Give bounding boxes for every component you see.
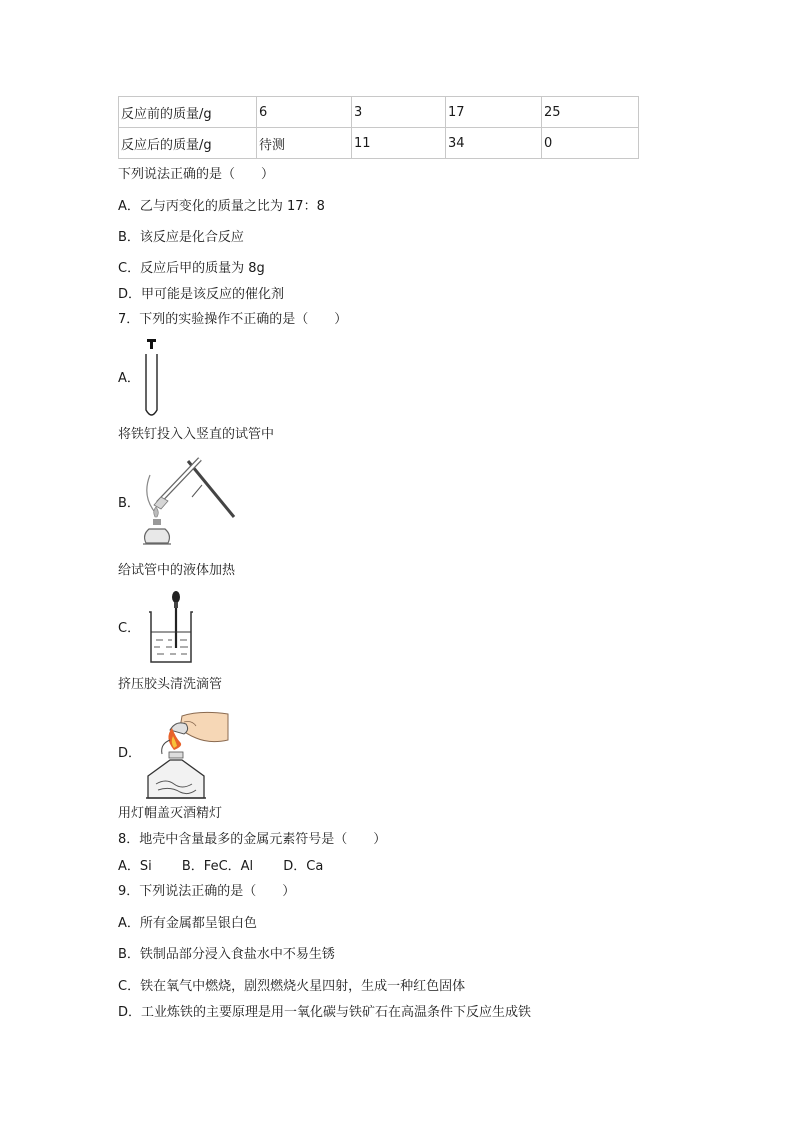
test-tube-with-nail-icon — [138, 336, 168, 422]
q6-option-d: D．甲可能是该反应的催化剂 — [118, 287, 285, 302]
mass-table — [118, 96, 639, 159]
table-row — [119, 97, 639, 128]
table-cell: 待测 — [257, 128, 352, 159]
q9-option-d: D．工业炼铁的主要原理是用一氧化碳与铁矿石在高温条件下反应生成铁 — [118, 1005, 532, 1020]
q6-option-a: A．乙与丙变化的质量之比为 17：8 — [118, 199, 325, 214]
q7-stem: 7．下列的实验操作不正确的是（ ） — [118, 312, 348, 327]
table-row — [119, 128, 639, 159]
q7-option-b-label: B． — [118, 496, 140, 511]
table-cell: 6 — [257, 97, 352, 128]
dropper-in-beaker-icon — [146, 590, 196, 666]
q9-option-b: B．铁制品部分浸入食盐水中不易生锈 — [118, 947, 335, 962]
q9-option-a: A．所有金属都呈银白色 — [118, 916, 257, 931]
table-cell: 17 — [446, 97, 542, 128]
table-cell: 0 — [542, 128, 639, 159]
q8-options: A．Si B．FeC．Al D．Ca — [118, 859, 324, 874]
q6-stem: 下列说法正确的是（ ） — [118, 167, 275, 182]
table-cell: 反应前的质量/g — [119, 97, 257, 128]
q7-option-c-label: C． — [118, 621, 141, 636]
q7-option-d-caption: 用灯帽盖灭酒精灯 — [118, 806, 223, 821]
capping-alcohol-lamp-icon — [140, 708, 230, 806]
test-tube-over-alcohol-lamp-icon — [140, 455, 238, 551]
table-cell: 反应后的质量/g — [119, 128, 257, 159]
q7-option-d-label: D． — [118, 746, 142, 761]
q7-option-b-caption: 给试管中的液体加热 — [118, 563, 236, 578]
table-cell: 25 — [542, 97, 639, 128]
q6-option-b: B．该反应是化合反应 — [118, 230, 244, 245]
table-cell: 11 — [352, 128, 446, 159]
q7-option-a-label: A． — [118, 371, 140, 386]
q6-option-c: C．反应后甲的质量为 8g — [118, 261, 265, 276]
q8-stem: 8．地壳中含量最多的金属元素符号是（ ） — [118, 832, 387, 847]
table-cell: 34 — [446, 128, 542, 159]
q7-option-a-caption: 将铁钉投入入竖直的试管中 — [118, 427, 275, 442]
q9-option-c: C．铁在氧气中燃烧，剧烈燃烧火星四射，生成一种红色固体 — [118, 979, 466, 994]
q7-option-c-caption: 挤压胶头清洗滴管 — [118, 677, 223, 692]
table-cell: 3 — [352, 97, 446, 128]
q9-stem: 9．下列说法正确的是（ ） — [118, 884, 296, 899]
